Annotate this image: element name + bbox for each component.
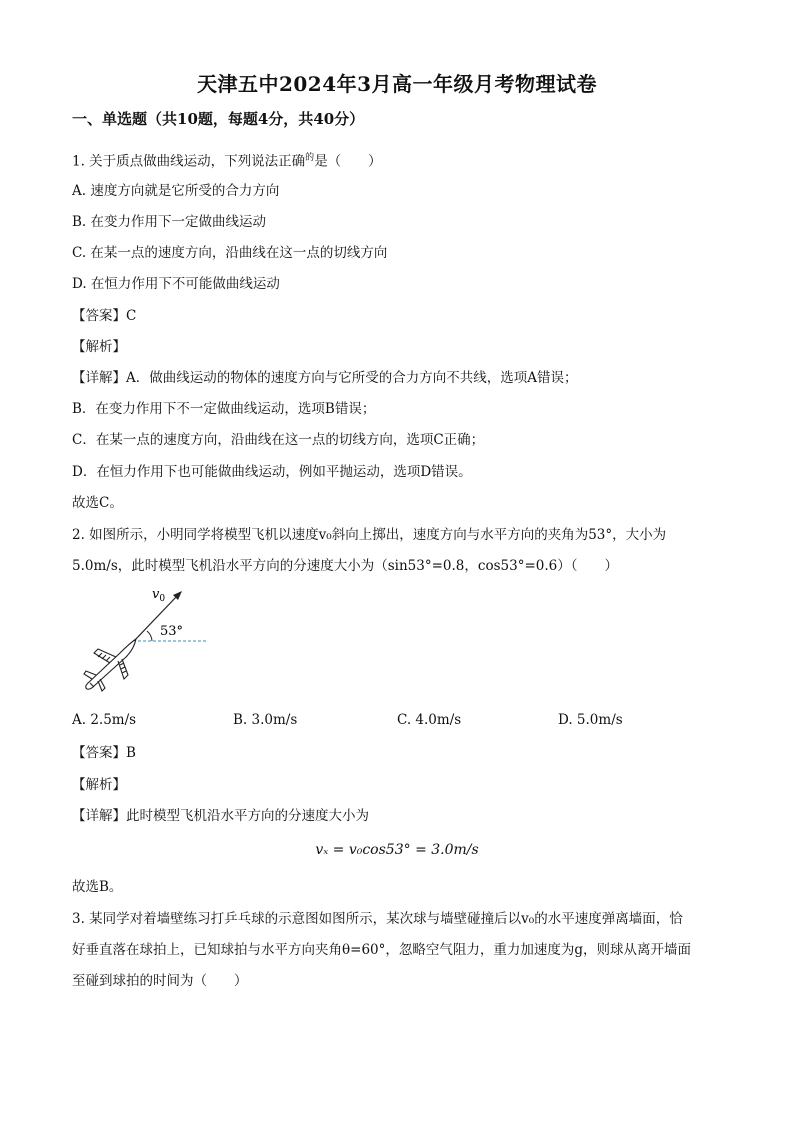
velocity-label-sub: 0 <box>159 594 166 604</box>
section-heading: 一、单选题（共10题，每题4分，共40分） <box>72 110 365 128</box>
q1-answer: 【答案】C <box>72 308 137 324</box>
q2-option-c: C. 4.0m/s <box>397 712 462 728</box>
q1-analysis: 【解析】 <box>72 339 126 355</box>
q1-option-a: A. 速度方向就是它所受的合力方向 <box>72 183 280 199</box>
q1-option-b: B. 在变力作用下一定做曲线运动 <box>72 214 267 230</box>
q2-answer: 【答案】B <box>72 745 136 761</box>
q3-stem-line2: 好垂直落在球拍上，已知球拍与水平方向夹角θ=60°，忽略空气阻力，重力加速度为g，则球从离开墙面 <box>72 942 692 958</box>
angle-label: 53° <box>160 624 184 639</box>
angle-arc <box>147 631 152 641</box>
q1-stem-text: 1. 关于质点做曲线运动，下列说法正确 <box>72 153 306 170</box>
q2-stem-line2: 5.0m/s，此时模型飞机沿水平方向的分速度大小为（sin53°=0.8，cos53°=0.6）（ ） <box>72 558 618 574</box>
q1-stem-tail: 是（ ） <box>314 153 382 170</box>
page-title: 天津五中2024年3月高一年级月考物理试卷 <box>196 72 598 96</box>
q3-stem-line3: 至碰到球拍的时间为（ ） <box>72 973 248 989</box>
q1-detail-d: D．在恒力作用下也可能做曲线运动，例如平抛运动，选项D错误。 <box>72 464 472 480</box>
q1-stem-note: 的 <box>305 153 315 163</box>
q1-detail-c: C．在某一点的速度方向，沿曲线在这一点的切线方向，选项C正确； <box>72 432 485 448</box>
q2-option-d: D. 5.0m/s <box>558 712 623 728</box>
velocity-label-main: v <box>152 587 160 602</box>
q2-detail: 【详解】此时模型飞机沿水平方向的分速度大小为 <box>72 808 369 824</box>
q1-detail-a: 【详解】A．做曲线运动的物体的速度方向与它所受的合力方向不共线，选项A错误； <box>72 370 578 386</box>
velocity-label <box>152 587 165 604</box>
q2-option-b: B. 3.0m/s <box>233 712 298 728</box>
q1-stem <box>72 148 382 172</box>
q2-formula: vₓ = v₀cos53° = 3.0m/s <box>315 842 479 858</box>
q1-option-c: C. 在某一点的速度方向，沿曲线在这一点的切线方向 <box>72 245 388 261</box>
q2-stem-line1: 2. 如图所示，小明同学将模型飞机以速度v₀斜向上掷出，速度方向与水平方向的夹角为53°，大小为 <box>72 527 667 543</box>
airplane-icon <box>84 639 136 691</box>
q2-conclusion: 故选B。 <box>72 879 123 895</box>
q1-option-d: D. 在恒力作用下不可能做曲线运动 <box>72 276 280 292</box>
q1-conclusion: 故选C。 <box>72 495 123 511</box>
airplane-figure <box>72 583 222 703</box>
q2-option-a: A. 2.5m/s <box>72 712 137 728</box>
q3-stem-line1: 3. 某同学对着墙壁练习打乒乓球的示意图如图所示，某次球与墙壁碰撞后以v₀的水平速度弹离墙面，恰 <box>72 911 683 927</box>
q2-analysis: 【解析】 <box>72 777 126 793</box>
q1-detail-b: B．在变力作用下不一定做曲线运动，选项B错误； <box>72 401 376 417</box>
